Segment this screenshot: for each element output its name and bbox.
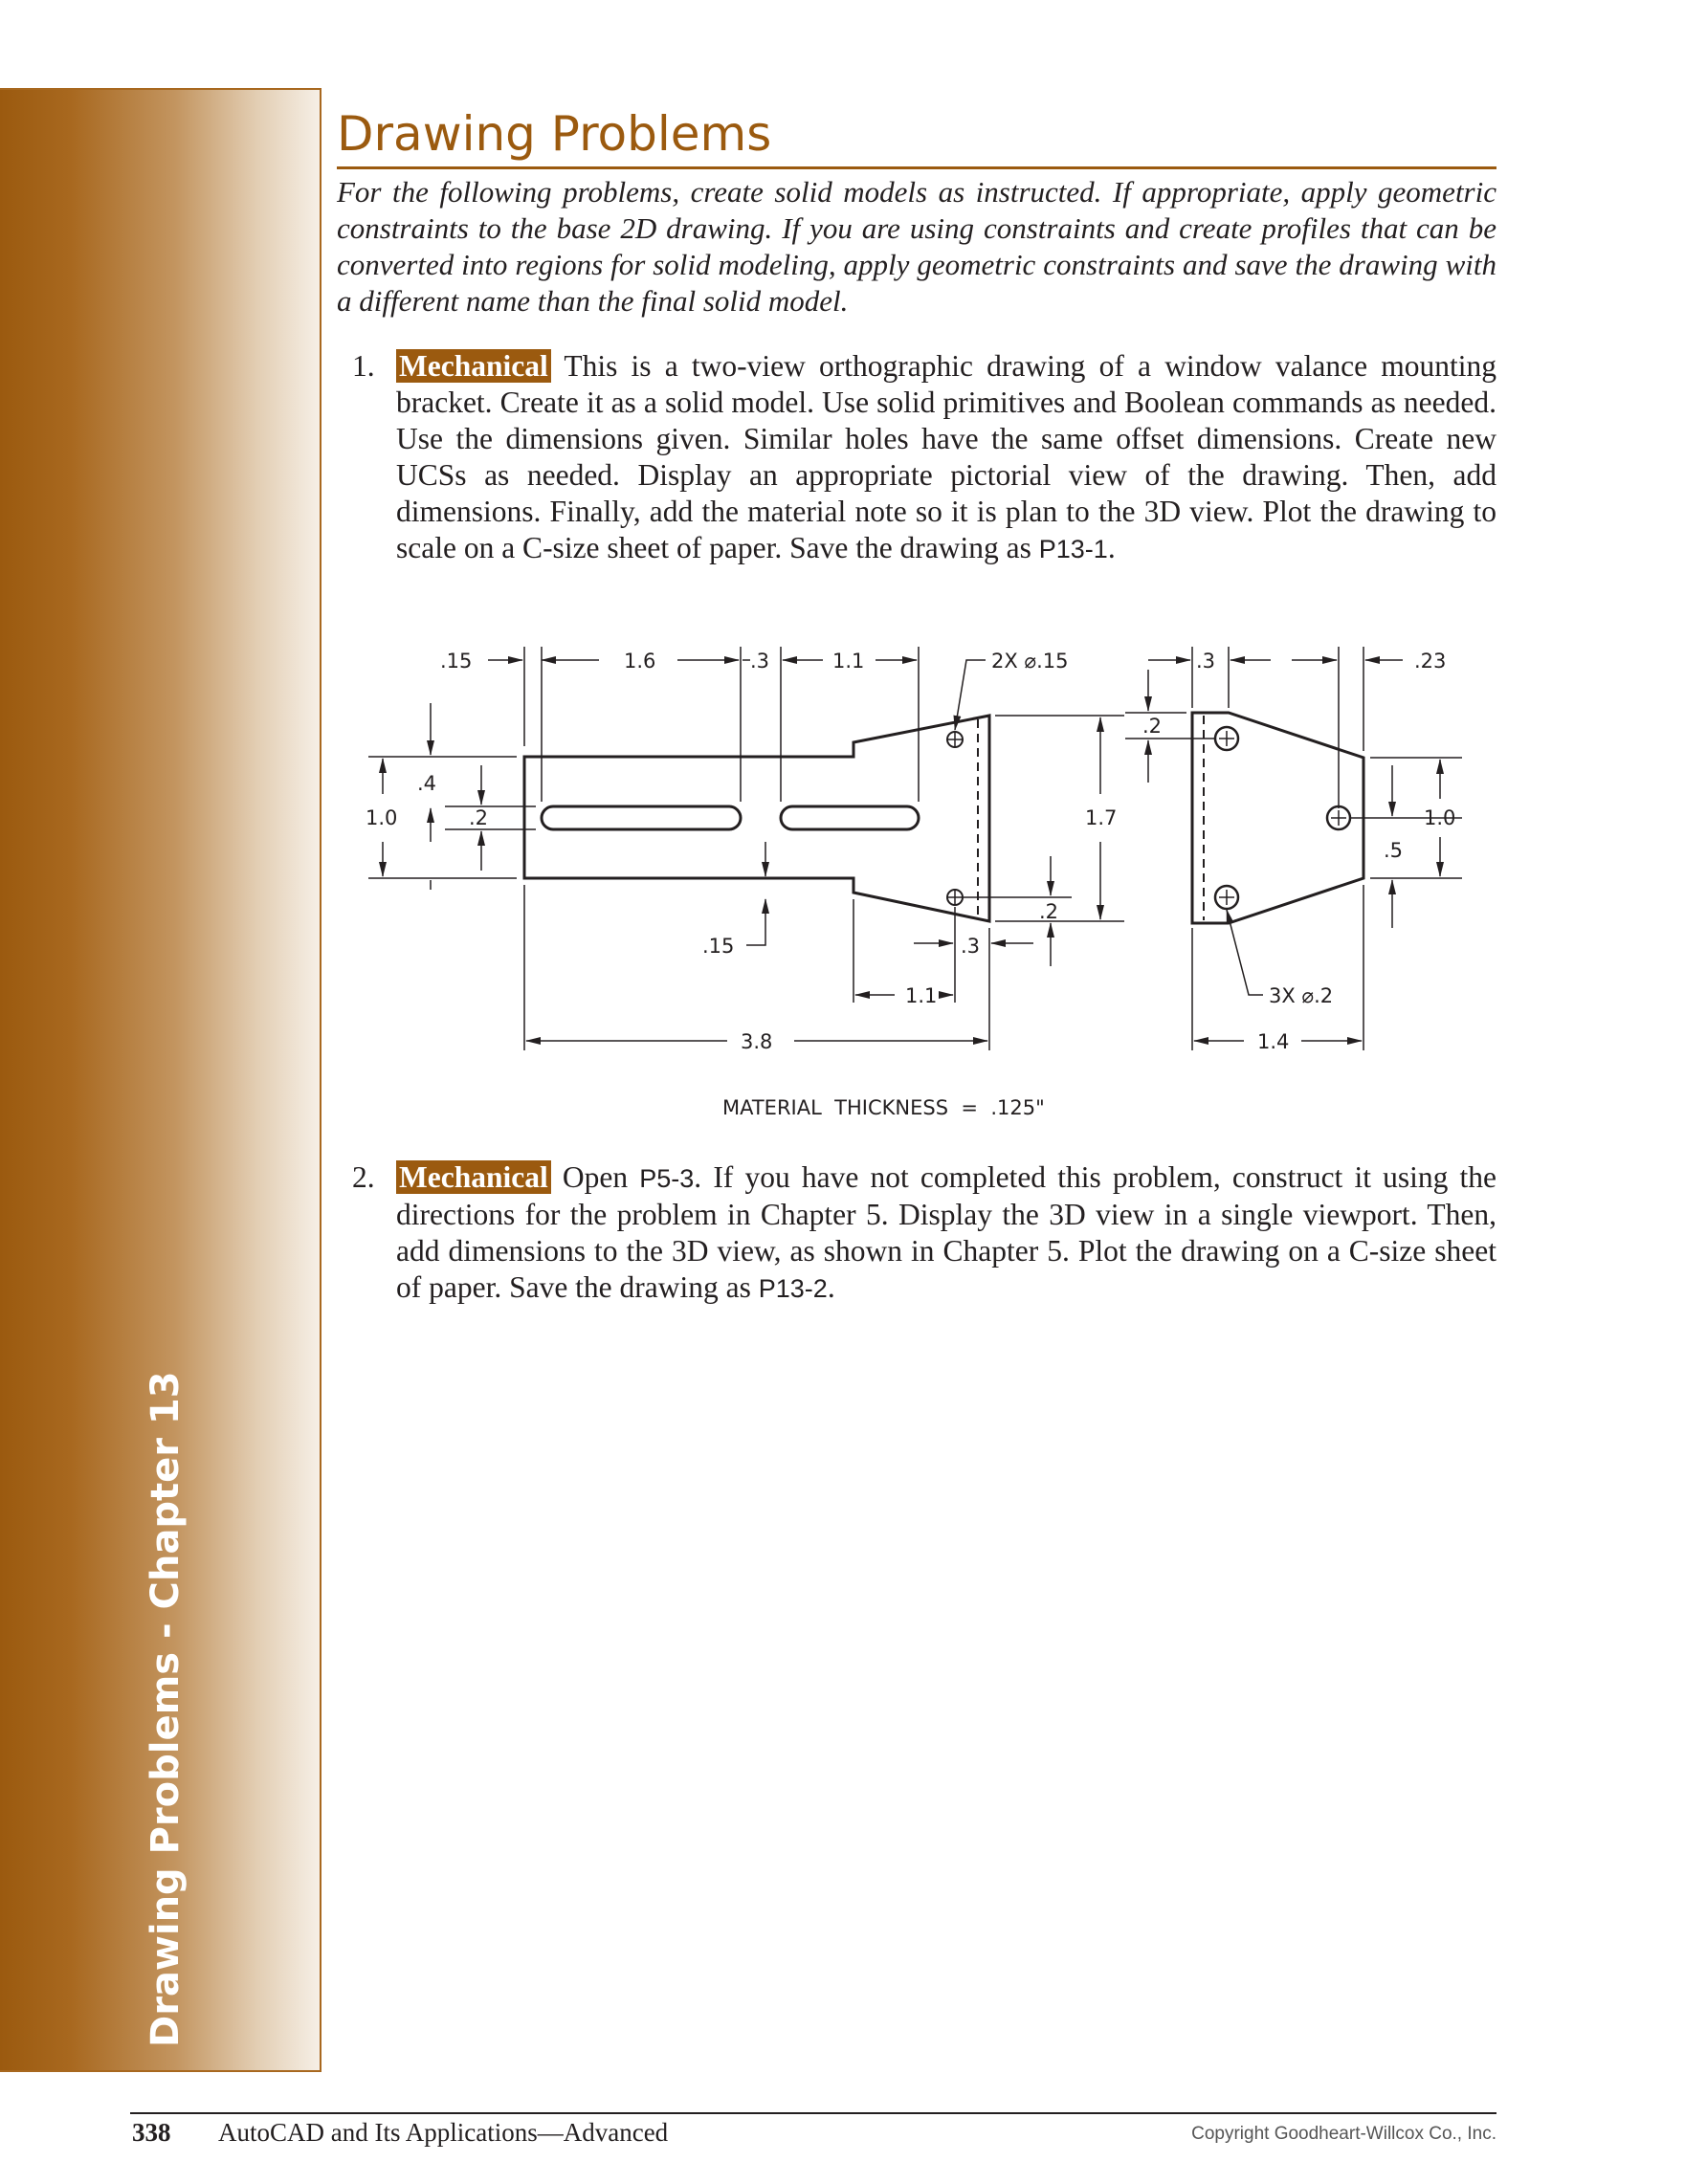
- dim-label: .2: [1039, 900, 1059, 923]
- holes-callout: 3X ⌀.2: [1269, 984, 1334, 1007]
- problem-text: Open: [550, 1160, 640, 1194]
- dim-label: .3: [750, 650, 770, 673]
- dim-label: .23: [1414, 650, 1447, 673]
- sentence-end: .: [1107, 531, 1116, 564]
- dim-label: .3: [1196, 650, 1216, 673]
- problem-body: [396, 348, 1496, 567]
- dim-label: .15: [702, 935, 735, 958]
- dim-label: .15: [440, 650, 473, 673]
- dim-label: .2: [1142, 715, 1163, 738]
- dim-label: 1.1: [905, 984, 938, 1007]
- problem-body: [396, 1159, 1496, 1307]
- holes-callout: 2X ⌀.15: [991, 650, 1069, 673]
- problem-text: This is a two-view orthographic drawing of a window valance mounting bracket. Create it as a solid model. Use solid primitives and Boolean commands as needed. Use the dimensions given. Similar holes have the same offset dimensions. Create new UCSs as needed. Display an appropriate pictorial view of the drawing. Then, add dimensions. Finally, add the material note so it is plan to the 3D view. Plot the drawing to scale on a C-size sheet of paper. Save the drawing as: [396, 349, 1496, 564]
- file-name: P13-2: [758, 1274, 828, 1303]
- page-number: 338: [132, 2118, 171, 2147]
- page-heading: Drawing Problems: [337, 103, 1496, 169]
- category-tag: Mechanical: [396, 349, 551, 383]
- problem-number: 1.: [352, 349, 375, 383]
- dim-label: .2: [469, 806, 489, 829]
- footer-rule: [130, 2112, 1496, 2114]
- copyright: Copyright Goodheart-Willcox Co., Inc.: [1191, 2124, 1496, 2144]
- dim-label: 1.0: [1424, 806, 1456, 829]
- problem-2: [337, 1159, 1496, 1307]
- dim-label: 1.7: [1085, 806, 1118, 829]
- problem-number: 2.: [352, 1160, 375, 1194]
- dim-label: .3: [961, 935, 981, 958]
- slot: [542, 806, 741, 829]
- material-note: MATERIAL THICKNESS = .125": [722, 1096, 1045, 1119]
- sentence-end: .: [827, 1270, 835, 1304]
- bracket-drawing: [344, 631, 1493, 1129]
- sidebar-title: Drawing Problems - Chapter 13: [144, 1371, 188, 2047]
- dim-label: .4: [417, 772, 437, 795]
- category-tag: Mechanical: [396, 1160, 551, 1194]
- dim-label: 1.0: [366, 806, 398, 829]
- slot: [781, 806, 919, 829]
- book-title: AutoCAD and Its Applications—Advanced: [218, 2118, 669, 2147]
- dim-label: 3.8: [741, 1030, 773, 1053]
- dim-label: 1.4: [1257, 1030, 1290, 1053]
- file-name: P5-3: [639, 1164, 695, 1193]
- dim-label: 1.1: [832, 650, 865, 673]
- problem-1: [337, 348, 1496, 567]
- dim-label: .5: [1384, 839, 1404, 862]
- problem-text: . If you have not completed this problem, construct it using the directions for the problem in Chapter 5. Display the 3D view in a single viewport. Then, add dimensions to the 3D view, as shown in Chapter 5. Plot the drawing on a C-size sheet of paper. Save the drawing as: [396, 1160, 1496, 1304]
- dim-label: 1.6: [624, 650, 656, 673]
- intro-paragraph: For the following problems, create solid models as instructed. If appropriate, apply geometric constraints to the base 2D drawing. If you are using constraints and create profiles that can be converted into regions for solid modeling, apply geometric constraints and save the drawing with a different name than the final solid model.: [337, 175, 1496, 318]
- file-name: P13-1: [1038, 535, 1108, 563]
